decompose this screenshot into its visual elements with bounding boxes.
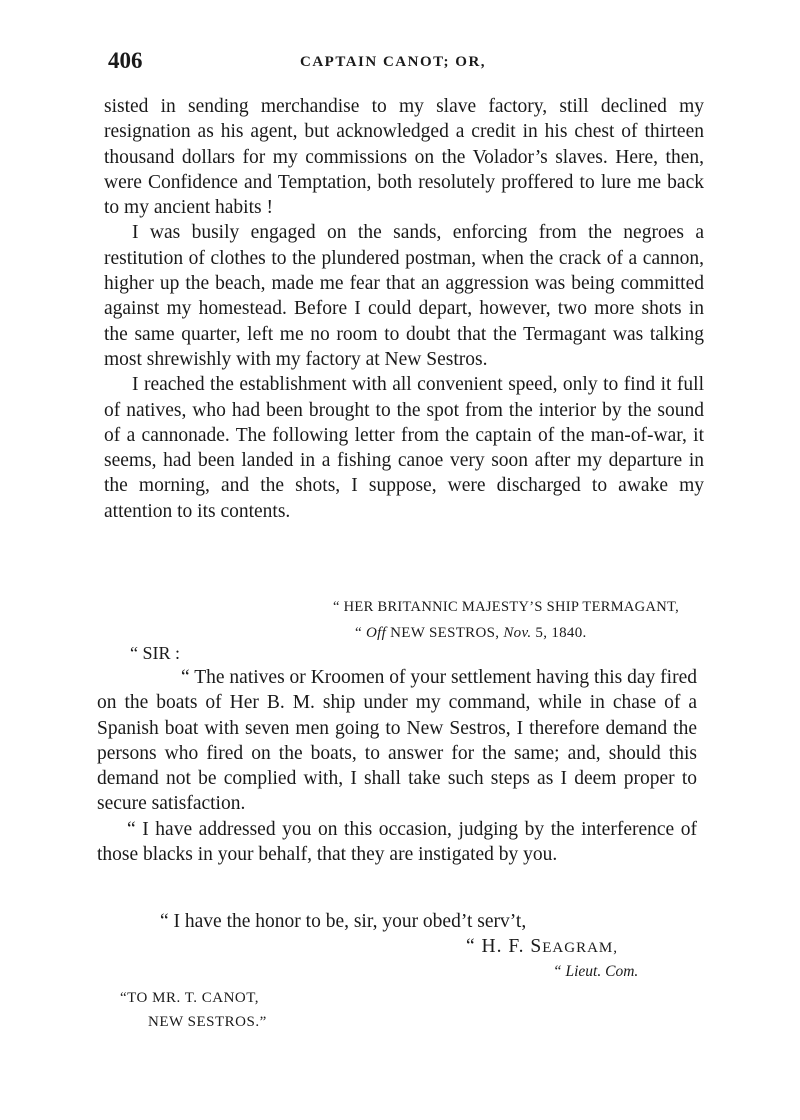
letter-header-month: Nov.: [503, 625, 532, 641]
signature-surname-rest: EAGRAM,: [542, 940, 619, 956]
address-line-2: NEW SESTROS.”: [148, 1014, 267, 1030]
letter-paragraph: “ I have addressed you on this occasion, judging by the interference of those blacks in your behalf, that they are instigated by you.: [97, 818, 697, 866]
letter-valediction: “ I have the honor to be, sir, your obed’t serv’t,: [160, 911, 527, 932]
body-text: [104, 94, 704, 524]
letter-header-quote: “: [355, 625, 367, 641]
letter-paragraph: “ The natives or Kroomen of your settlement having this day fired on the boats of Her B. M. ship under my command, while in chase of a Spanish boat with seven men going to New Sestros, I therefore demand the persons who fired on the boats, to answer for the same; and, should this demand not be complied with, I shall take such steps as I deem proper to secure satisfaction.: [97, 667, 697, 815]
address-line-1: “TO MR. T. CANOT,: [120, 990, 260, 1006]
letter-salutation: “ SIR :: [130, 643, 181, 663]
paragraph: sisted in sending merchandise to my slave factory, still declined my resignation as his agent, but acknowledged a credit in his chest of thirteen thousand dollars for my commissions on the Volador’s slaves. Here, then, were Confidence and Temptation, both resolutely proffered to lure me back to my ancient habits !: [104, 96, 704, 219]
letter-header-off: Off: [366, 625, 387, 641]
paragraph: I reached the establishment with all convenient speed, only to find it full of natives, who had been brought to the spot from the interior by the sound of a cannonade. The following letter from the captain of the man-of-war, it seems, had been landed in a fishing canoe very soon after my departure in the morning, and the shots, I suppose, were discharged to awake my attention to its contents.: [104, 374, 704, 522]
letter-header-date: 5, 1840.: [531, 625, 587, 641]
letter-signature: [466, 936, 618, 958]
letter-address: [120, 986, 267, 1034]
letter-body: [97, 665, 697, 867]
paragraph: I was busily engaged on the sands, enforcing from the negroes a restitution of clothes to the plundered postman, when the crack of a cannon, higher up the beach, made me fear that an aggression was being committed against my homestead. Before I could depart, however, two more shots in the same quarter, left me no room to doubt that the Termagant was talking most shrewishly with my factory at New Sestros.: [104, 222, 704, 370]
letter-rank: “ Lieut. Com.: [553, 963, 639, 980]
letter-header-line-2: [355, 623, 587, 643]
running-head: CAPTAIN CANOT; OR,: [300, 54, 487, 70]
signature-initials: “ H. F. S: [466, 936, 543, 957]
page-number: 406: [108, 48, 143, 73]
letter-header-place: NEW SESTROS,: [386, 625, 504, 641]
letter-header-line-1: “ HER BRITANNIC MAJESTY’S SHIP TERMAGANT,: [333, 599, 679, 615]
